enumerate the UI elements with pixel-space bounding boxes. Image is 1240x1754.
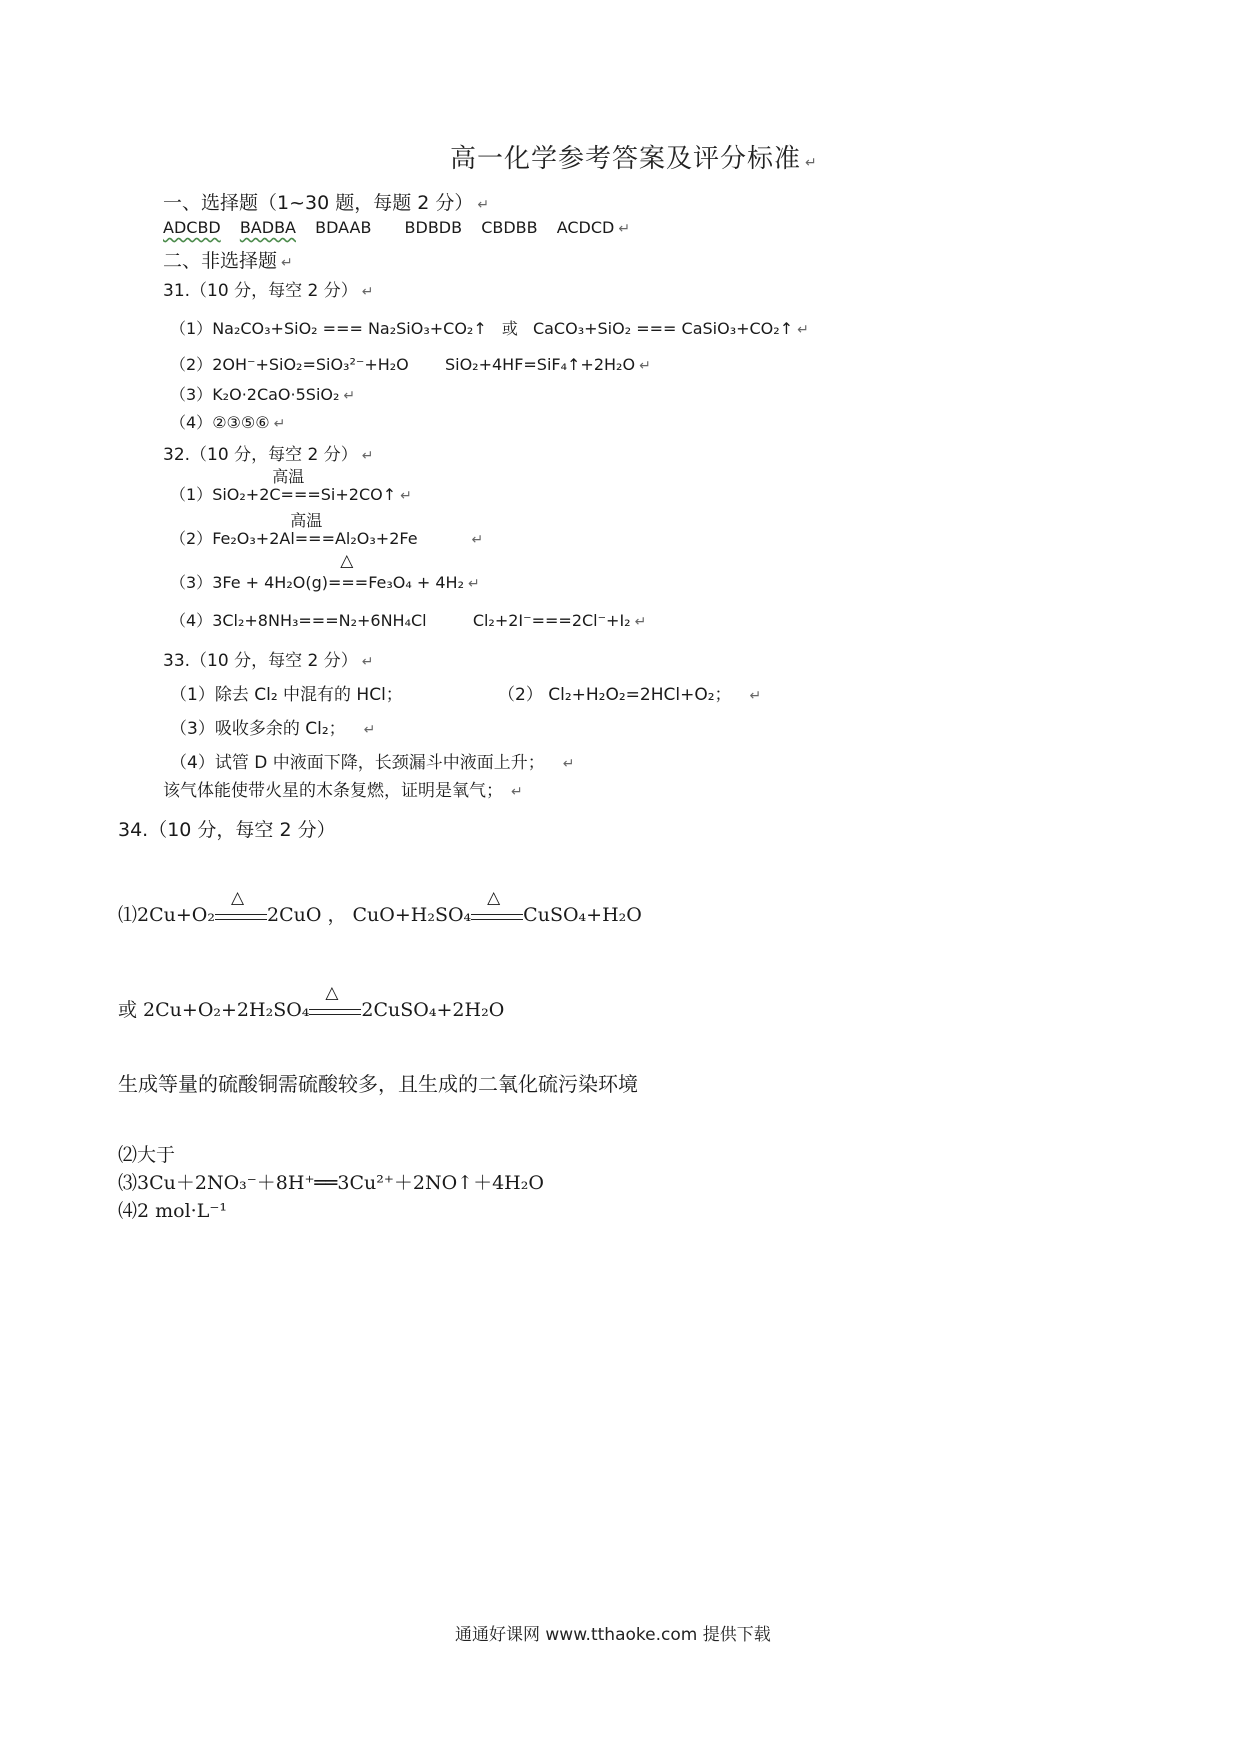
- q33-answer-4: （4）试管 D 中液面下降，长颈漏斗中液面上升； ↵: [170, 753, 575, 773]
- answer-group: BDBDB: [404, 218, 463, 237]
- q31-answer-1: （1）Na₂CO₃+SiO₂ === Na₂SiO₃+CO₂↑ 或 CaCO₃+SiO₂ === CaSiO₃+CO₂↑ ↵: [170, 319, 809, 338]
- answer-group: BDAAB: [315, 218, 372, 237]
- heat-equals: △: [215, 906, 267, 926]
- reaction-condition: 高温: [272, 467, 305, 486]
- q34-answer-3: ⑶3Cu＋2NO₃⁻＋8H⁺══3Cu²⁺＋2NO↑＋4H₂O: [118, 1172, 544, 1194]
- q32-answer-1: （1） 高温 SiO₂+2C===Si+2CO↑ ↵: [170, 482, 412, 505]
- q32-answer-4: （4）3Cl₂+8NH₃===N₂+6NH₄Cl Cl₂+2I⁻===2Cl⁻+I₂ ↵: [170, 611, 647, 630]
- q33-answer-3: （3）吸收多余的 Cl₂； ↵: [170, 719, 376, 739]
- q34-answer-1-alt: 或 2Cu+O₂+2H₂SO₄ △ 2CuSO₄+2H₂O: [118, 983, 505, 1021]
- heat-symbol: △: [340, 551, 354, 571]
- section2-heading: 二、非选择题 ↵: [163, 250, 293, 272]
- q34-answer-4: ⑷2 mol·L⁻¹: [118, 1200, 227, 1222]
- q33-heading: 33.（10 分，每空 2 分） ↵: [163, 651, 374, 671]
- answer-group: ADCBD: [163, 218, 221, 237]
- q32-answer-3: （3） △ 3Fe + 4H₂O(g)===Fe₃O₄ + 4H₂ ↵: [170, 551, 480, 592]
- choice-answers: ADCBD BADBA BDAAB BDBDB CBDBB ACDCD ↵: [163, 218, 631, 237]
- q34-answer-2: ⑵大于: [118, 1144, 176, 1166]
- q31-answer-4: （4）②③⑤⑥ ↵: [170, 413, 286, 432]
- page-title: 高一化学参考答案及评分标准 ↵: [450, 144, 818, 174]
- answer-group: ACDCD: [556, 218, 615, 237]
- q32-heading: 32.（10 分，每空 2 分） ↵: [163, 445, 374, 465]
- q32-answer-2: （2） 高温 Fe₂O₃+2Al===Al₂O₃+2Fe ↵: [170, 526, 483, 549]
- q33-answer-1: （1）除去 Cl₂ 中混有的 HCl；: [170, 685, 403, 705]
- q34-answer-1: ⑴2Cu+O₂ △ 2CuO ， CuO+H₂SO₄ △ CuSO₄+H₂O: [118, 888, 642, 926]
- q33-answer-2: （2） Cl₂+H₂O₂=2HCl+O₂； ↵: [498, 685, 762, 705]
- answer-group: CBDBB: [481, 218, 538, 237]
- q31-answer-3: （3）K₂O·2CaO·5SiO₂ ↵: [170, 385, 356, 404]
- page-footer: 通通好课网 www.tthaoke.com 提供下载: [455, 1625, 771, 1645]
- heat-equals: △: [309, 1001, 361, 1021]
- q31-heading: 31.（10 分，每空 2 分） ↵: [163, 281, 374, 301]
- q31-answer-2: （2）2OH⁻+SiO₂=SiO₃²⁻+H₂O SiO₂+4HF=SiF₄↑+2H₂O ↵: [170, 355, 651, 374]
- q33-answer-4b: 该气体能使带火星的木条复燃，证明是氧气； ↵: [163, 781, 523, 801]
- q34-heading: 34.（10 分，每空 2 分）: [118, 819, 336, 841]
- heat-equals: △: [471, 906, 523, 926]
- section1-heading: 一、选择题（1~30 题，每题 2 分） ↵: [163, 192, 490, 214]
- reaction-condition: 高温: [290, 511, 323, 530]
- q34-reason: 生成等量的硫酸铜需硫酸较多，且生成的二氧化硫污染环境: [118, 1072, 638, 1096]
- answer-group: BADBA: [239, 218, 296, 237]
